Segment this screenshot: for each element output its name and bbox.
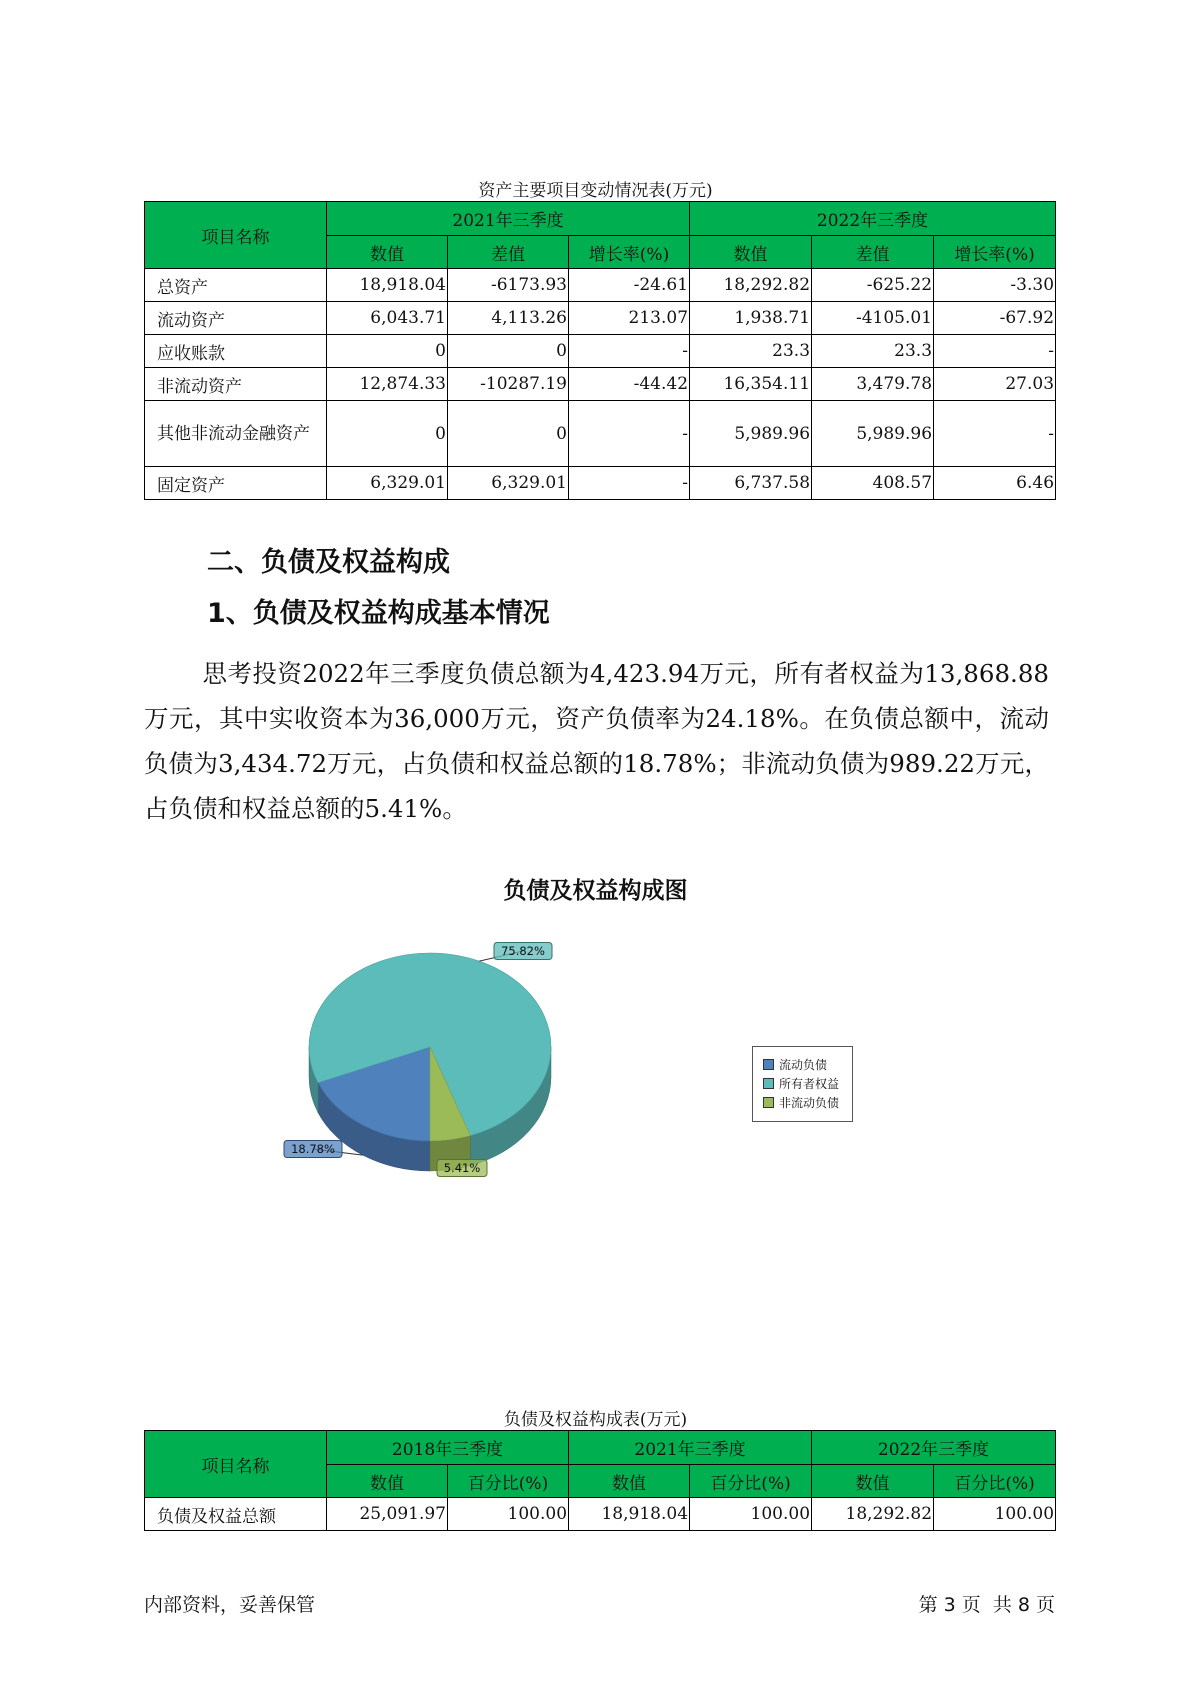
cell: 213.07	[569, 302, 690, 335]
row-name: 非流动资产	[145, 368, 327, 401]
cell: 5,989.96	[690, 401, 812, 467]
col-header-item-name: 项目名称	[145, 1431, 327, 1498]
cell: -4105.01	[812, 302, 934, 335]
legend-item	[763, 1076, 839, 1092]
paragraph-text: 思考投资2022年三季度负债总额为4,423.94万元，所有者权益为13,868.88万元，其中实收资本为36,000万元，资产负债率为24.18%。在负债总额中，流动负债为3,434.72万元，占负债和权益总额的18.78%；非流动负债为989.22万元，占负债和权益总额的5.41%。	[144, 659, 1049, 823]
cell: -6173.93	[448, 269, 569, 302]
legend-swatch	[763, 1078, 774, 1089]
cell: 25,091.97	[327, 1498, 448, 1531]
equity-table	[144, 1430, 1056, 1531]
col-header-pct: 百分比(%)	[934, 1465, 1056, 1498]
col-header-item-name: 项目名称	[145, 202, 327, 269]
legend-label: 非流动负债	[779, 1096, 840, 1110]
chart-title: 负债及权益构成图	[503, 878, 688, 904]
cell: 6,043.71	[327, 302, 448, 335]
cell: 408.57	[812, 467, 934, 500]
cell: 1,938.71	[690, 302, 812, 335]
cell: 6.46	[934, 467, 1056, 500]
cell: -	[934, 401, 1056, 467]
cell: -	[569, 335, 690, 368]
cell: -	[569, 401, 690, 467]
cell: 6,737.58	[690, 467, 812, 500]
cell: 23.3	[812, 335, 934, 368]
cell: 0	[327, 335, 448, 368]
data-label: 18.78%	[291, 1142, 335, 1156]
section-heading: 二、负债及权益构成	[207, 547, 450, 578]
legend-item	[763, 1095, 839, 1111]
col-header-pct: 百分比(%)	[690, 1465, 812, 1498]
cell: 16,354.11	[690, 368, 812, 401]
cell: 5,989.96	[812, 401, 934, 467]
row-name: 固定资产	[145, 467, 327, 500]
data-label: 75.82%	[501, 944, 545, 958]
cell: 100.00	[934, 1498, 1056, 1531]
chart-legend	[752, 1046, 853, 1122]
cell: 4,113.26	[448, 302, 569, 335]
cell: 0	[448, 335, 569, 368]
legend-swatch	[763, 1097, 774, 1108]
equity-table-caption: 负债及权益构成表(万元)	[503, 1410, 688, 1430]
cell: -3.30	[934, 269, 1056, 302]
cell: 3,479.78	[812, 368, 934, 401]
row-name: 总资产	[145, 269, 327, 302]
col-header-diff: 差值	[448, 236, 569, 269]
cell: 0	[448, 401, 569, 467]
col-header-rate: 增长率(%)	[569, 236, 690, 269]
page-number: 第 3 页 共 8 页	[918, 1594, 1055, 1616]
cell: 12,874.33	[327, 368, 448, 401]
row-name: 负债及权益总额	[145, 1498, 327, 1531]
cell: -625.22	[812, 269, 934, 302]
cell: -44.42	[569, 368, 690, 401]
cell: 18,918.04	[569, 1498, 690, 1531]
cell: -	[934, 335, 1056, 368]
cell: 0	[327, 401, 448, 467]
footer-note: 内部资料，妥善保管	[144, 1594, 316, 1616]
cell: 100.00	[448, 1498, 569, 1531]
data-label: 5.41%	[443, 1161, 481, 1175]
asset-table-caption: 资产主要项目变动情况表(万元)	[478, 181, 713, 201]
col-header-value: 数值	[327, 1465, 448, 1498]
col-header-period-2021: 2021年三季度	[569, 1431, 812, 1465]
col-header-diff: 差值	[812, 236, 934, 269]
table-row	[145, 1498, 1056, 1531]
cell: 100.00	[690, 1498, 812, 1531]
row-name: 其他非流动金融资产	[145, 401, 327, 467]
sub-heading: 1、负债及权益构成基本情况	[207, 598, 550, 629]
col-header-value: 数值	[812, 1465, 934, 1498]
cell: 6,329.01	[448, 467, 569, 500]
col-header-period-2022: 2022年三季度	[812, 1431, 1056, 1465]
cell: 23.3	[690, 335, 812, 368]
col-header-pct: 百分比(%)	[448, 1465, 569, 1498]
legend-swatch	[763, 1059, 774, 1070]
col-header-rate: 增长率(%)	[934, 236, 1056, 269]
cell: 18,918.04	[327, 269, 448, 302]
col-header-period-2021: 2021年三季度	[327, 202, 690, 236]
col-header-value: 数值	[569, 1465, 690, 1498]
col-header-value: 数值	[690, 236, 812, 269]
cell: 18,292.82	[812, 1498, 934, 1531]
col-header-period-2018: 2018年三季度	[327, 1431, 569, 1465]
row-name: 应收账款	[145, 335, 327, 368]
row-name: 流动资产	[145, 302, 327, 335]
col-header-value: 数值	[327, 236, 448, 269]
cell: -24.61	[569, 269, 690, 302]
cell: 18,292.82	[690, 269, 812, 302]
legend-item	[763, 1057, 827, 1073]
cell: -67.92	[934, 302, 1056, 335]
cell: 6,329.01	[327, 467, 448, 500]
col-header-period-2022: 2022年三季度	[690, 202, 1056, 236]
legend-label: 流动负债	[779, 1058, 828, 1072]
cell: -10287.19	[448, 368, 569, 401]
cell: 27.03	[934, 368, 1056, 401]
cell: -	[569, 467, 690, 500]
legend-label: 所有者权益	[779, 1077, 840, 1091]
